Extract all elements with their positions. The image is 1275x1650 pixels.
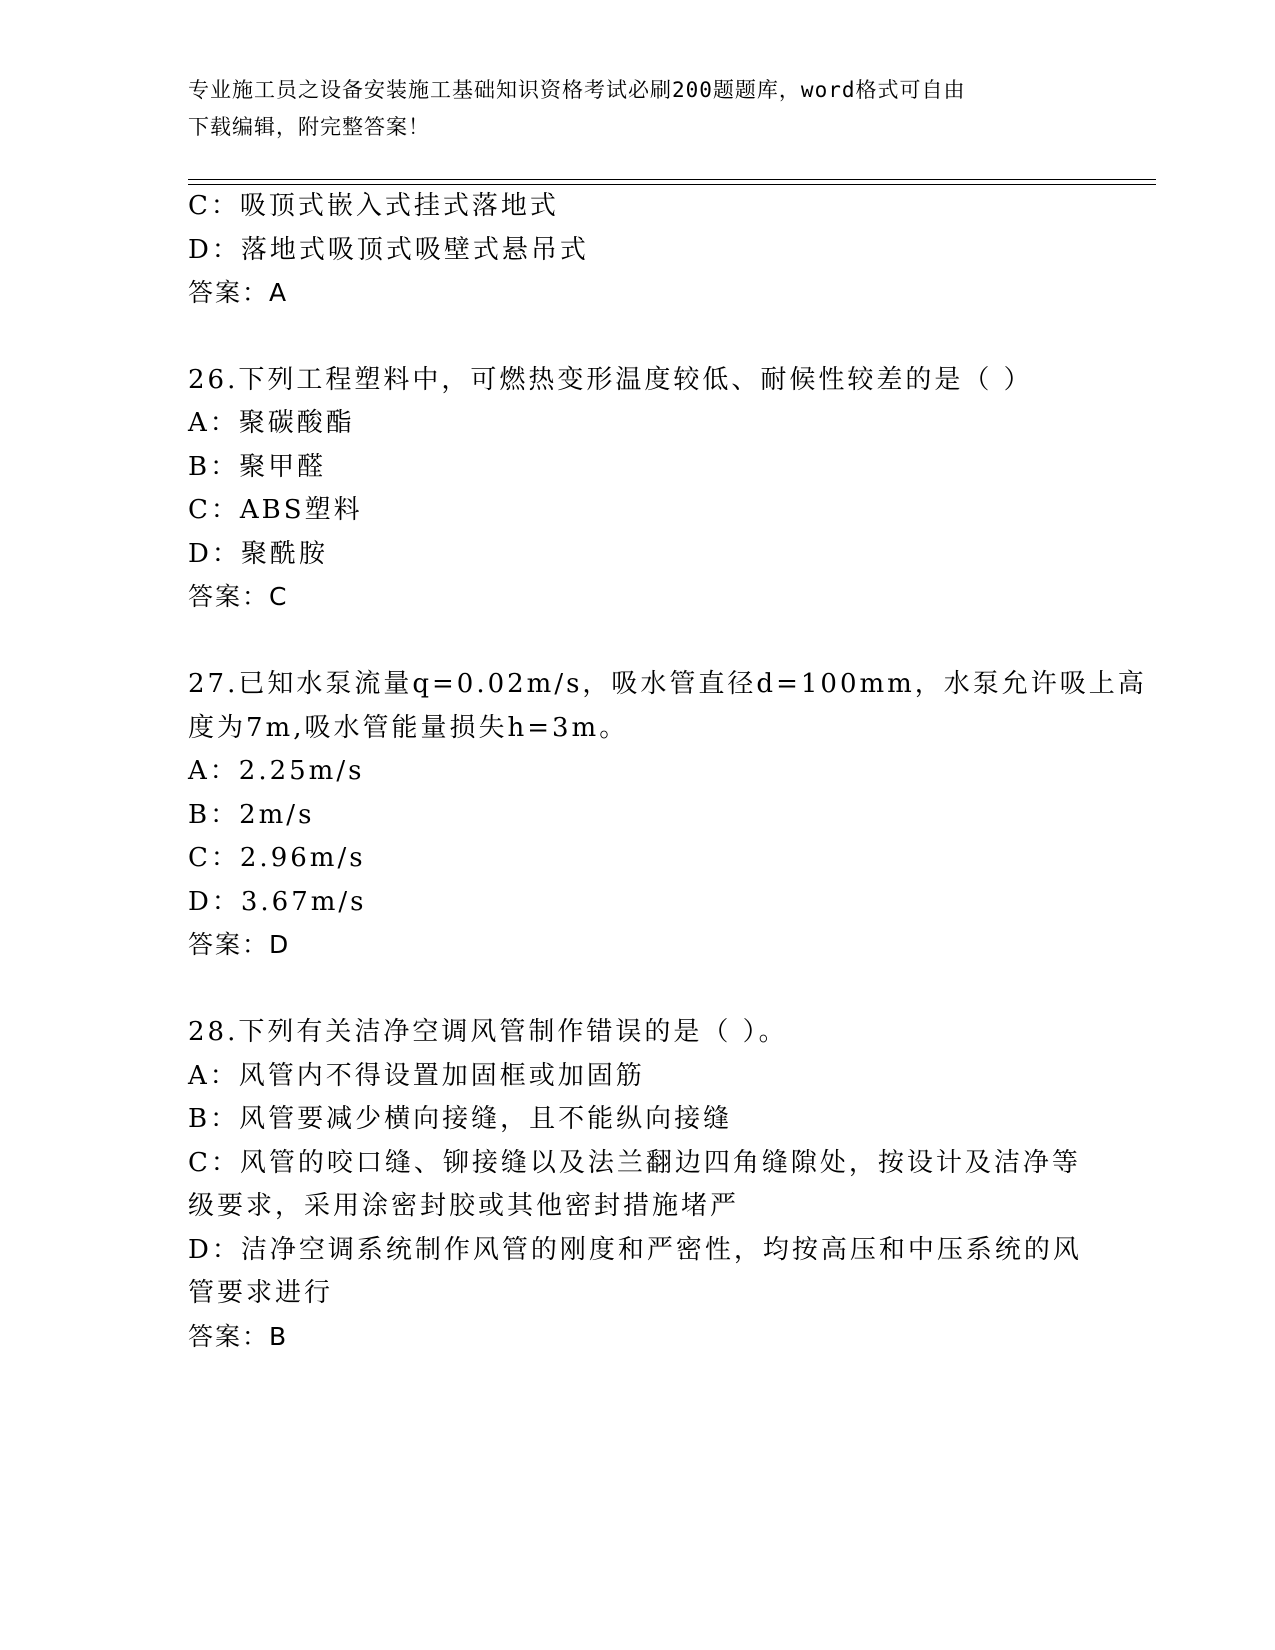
q27-option-c: C：2.96m/s	[188, 843, 366, 873]
q25-option-d: D：落地式吸顶式吸壁式悬吊式	[188, 235, 589, 265]
q27-answer: 答案：D	[188, 930, 291, 959]
q28-question: 28.下列有关洁净空调风管制作错误的是（ ）。	[188, 1017, 788, 1047]
header-divider-top	[188, 179, 1156, 180]
q26-option-c: C：ABS塑料	[188, 495, 363, 525]
q27-question-line-2: 度为7m,吸水管能量损失h=3m。	[188, 713, 629, 743]
q26-option-b: B：聚甲醛	[188, 452, 327, 482]
q28-option-d-line-1: D：洁净空调系统制作风管的刚度和严密性，均按高压和中压系统的风	[188, 1235, 1082, 1265]
header-line-1: 专业施工员之设备安装施工基础知识资格考试必刷200题题库，word格式可自由	[188, 78, 966, 102]
q26-option-a: A：聚碳酸酯	[188, 408, 355, 438]
q28-option-a: A：风管内不得设置加固框或加固筋	[188, 1061, 645, 1091]
q25-option-c: C：吸顶式嵌入式挂式落地式	[188, 191, 559, 221]
q27-option-b: B：2m/s	[188, 800, 315, 830]
q28-answer: 答案：B	[188, 1322, 289, 1351]
header-divider-bottom	[188, 184, 1156, 185]
q26-option-d: D：聚酰胺	[188, 539, 328, 569]
q28-option-d-line-2: 管要求进行	[188, 1278, 334, 1308]
q27-question-line-1: 27.已知水泵流量q=0.02m/s，吸水管直径d=100mm，水泵允许吸上高	[188, 669, 1147, 699]
document-header	[188, 72, 1088, 146]
q27-option-a: A：2.25m/s	[188, 756, 365, 786]
header-line-2: 下载编辑，附完整答案！	[188, 115, 430, 139]
q27-option-d: D：3.67m/s	[188, 887, 367, 917]
q25-answer: 答案：A	[188, 278, 289, 307]
q28-option-c-line-1: C：风管的咬口缝、铆接缝以及法兰翻边四角缝隙处，按设计及洁净等	[188, 1148, 1081, 1178]
q26-answer: 答案：C	[188, 582, 289, 611]
q28-option-b: B：风管要减少横向接缝，且不能纵向接缝	[188, 1104, 733, 1134]
q26-question: 26.下列工程塑料中，可燃热变形温度较低、耐候性较差的是（ ）	[188, 365, 1033, 395]
q28-option-c-line-2: 级要求，采用涂密封胶或其他密封措施堵严	[188, 1191, 740, 1221]
